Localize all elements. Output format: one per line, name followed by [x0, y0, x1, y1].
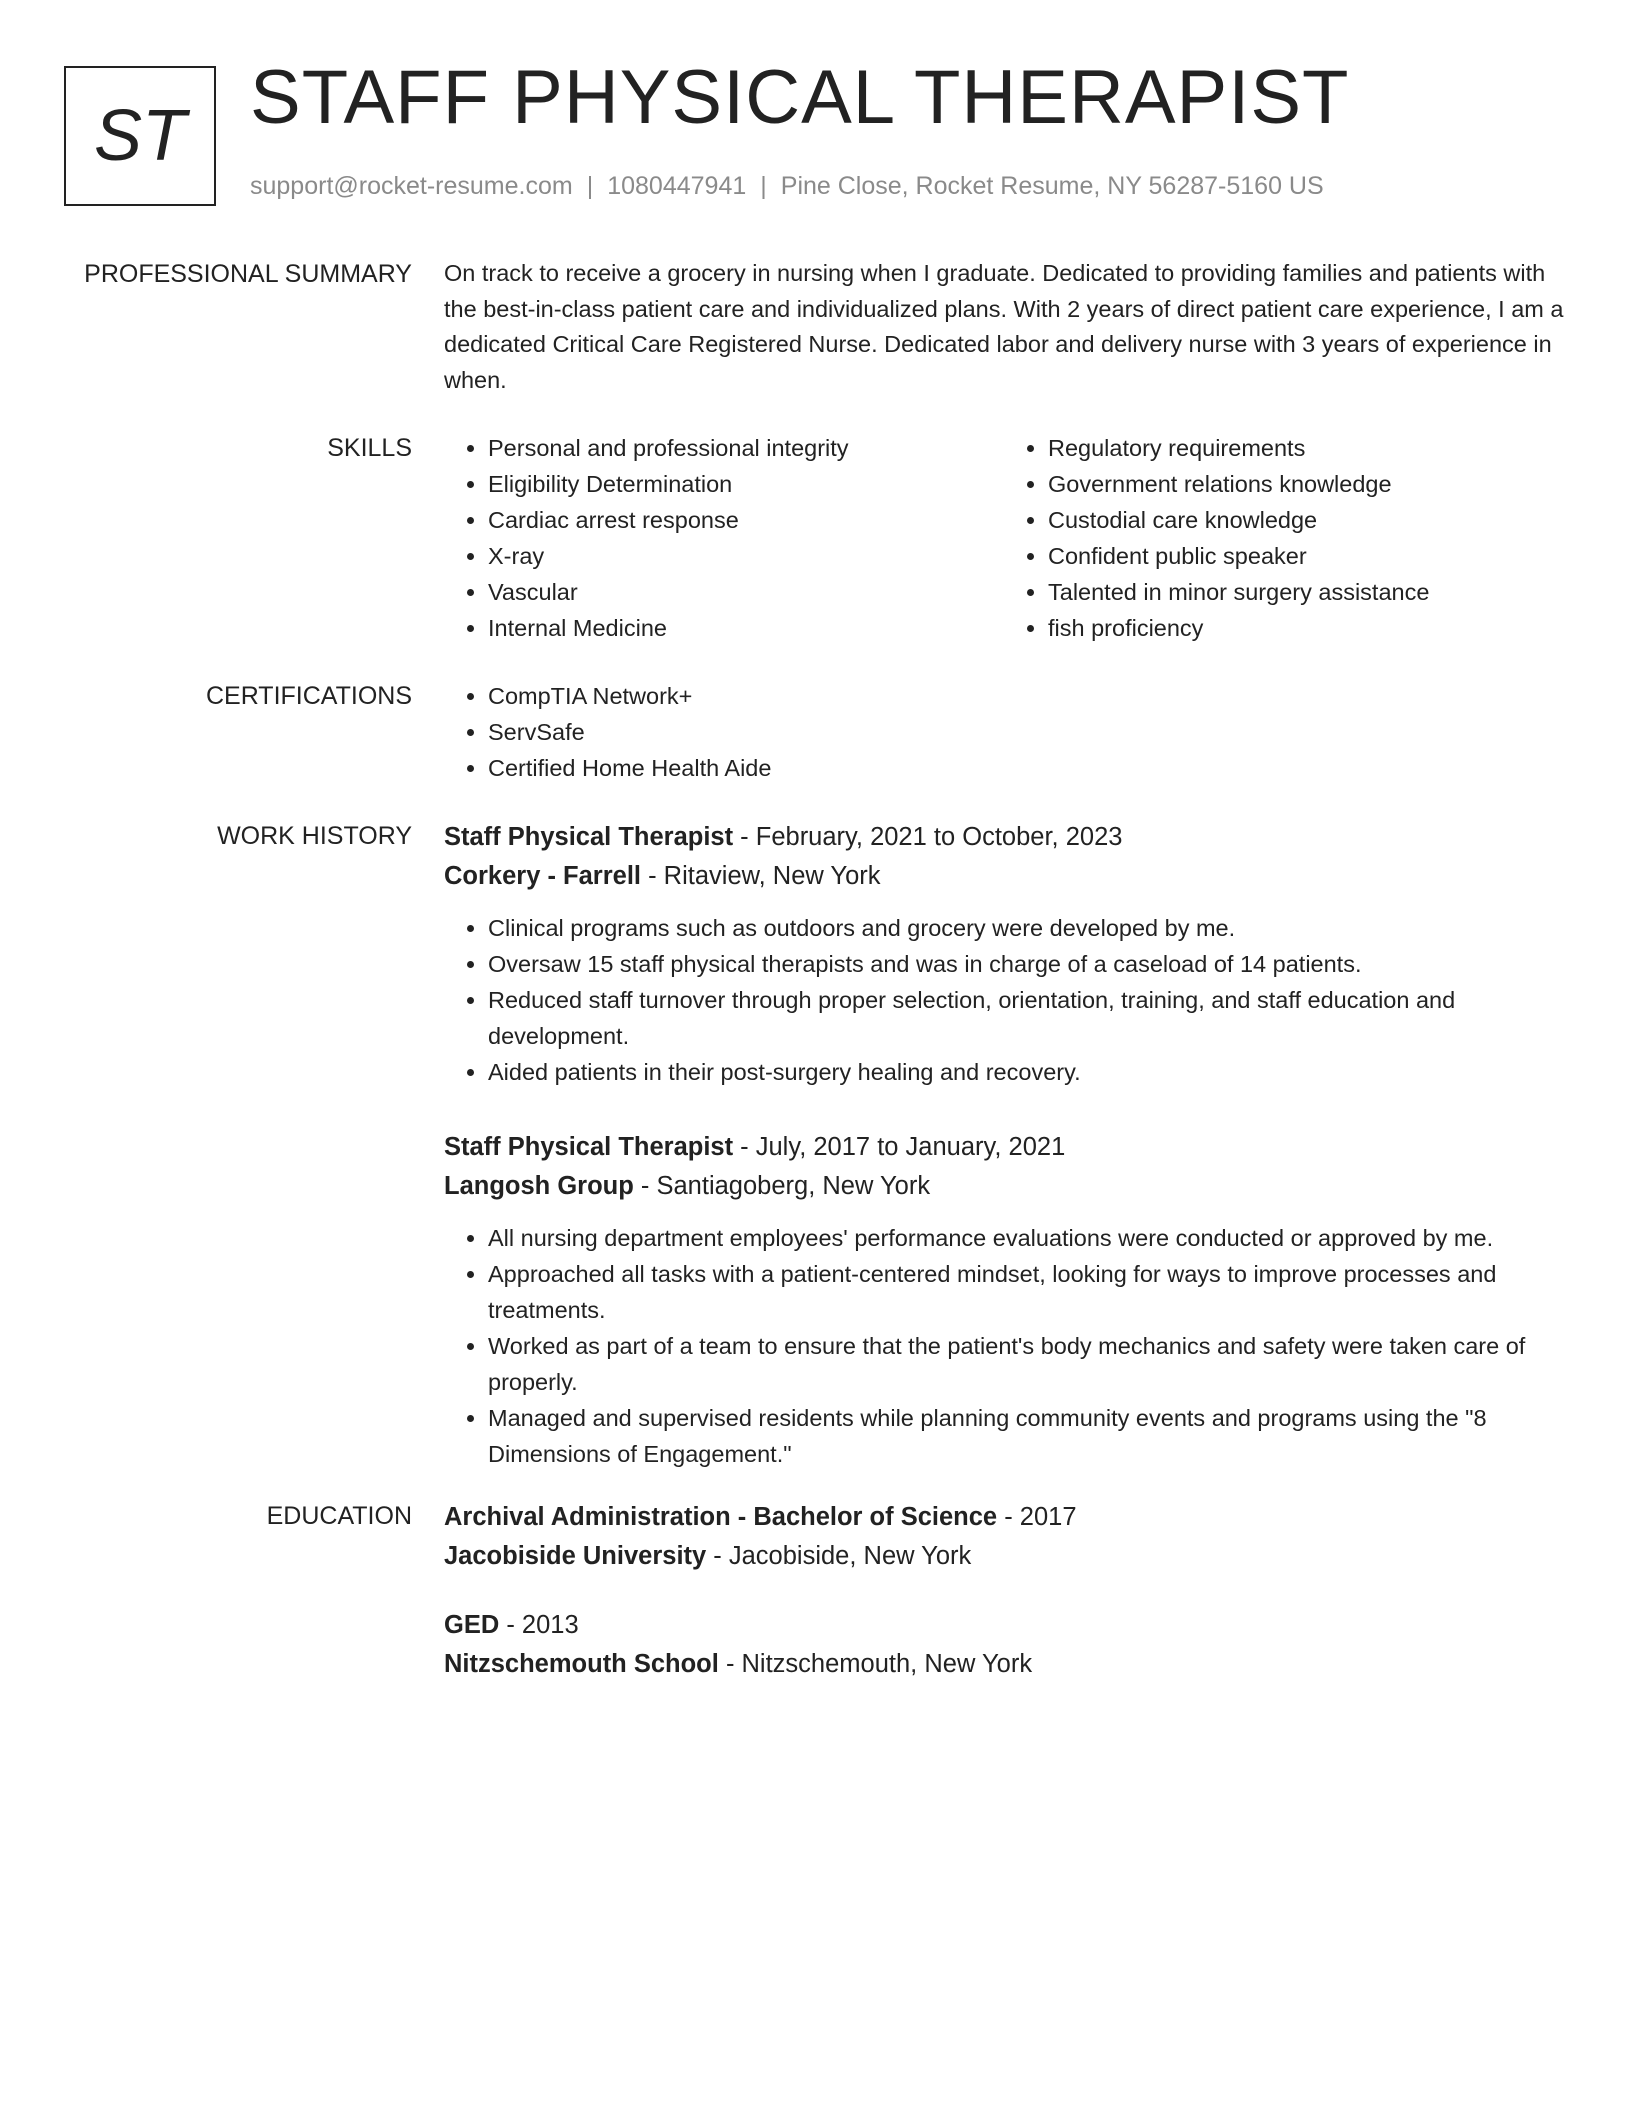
certification-item: • ServSafe [488, 714, 1564, 750]
certification-item: • CompTIA Network+ [488, 678, 1564, 714]
skill-item: • X-ray [488, 538, 1004, 574]
job-bullet: • Clinical programs such as outdoors and grocery were developed by me. [488, 910, 1564, 946]
job-bullet: • Reduced staff turnover through proper selection, orientation, training, and staff education and development. [488, 982, 1564, 1054]
job-bullet: • Oversaw 15 staff physical therapists and was in charge of a caseload of 14 patients. [488, 946, 1564, 982]
summary-text: On track to receive a grocery in nursing when I graduate. Dedicated to providing families and patients with the best-in-class patient care and individualized plans. With 2 years of direct patient care experience, I am a dedicated Critical Care Registered Nurse. Dedicated labor and delivery nurse with 3 years of experience in when. [444, 260, 1564, 393]
job-bullet: • Worked as part of a team to ensure that the patient's body mechanics and safety were taken care of properly. [488, 1328, 1564, 1400]
monogram: ST [64, 66, 216, 206]
job-company: Corkery - Farrell [444, 862, 642, 890]
separator: | [586, 172, 594, 200]
skills-columns [444, 430, 1564, 646]
education-year: - 2013 [499, 1611, 579, 1639]
education-school: Jacobiside University [444, 1542, 707, 1570]
section-label: EDUCATION [266, 1502, 412, 1530]
email[interactable]: support@rocket-resume.com [250, 172, 573, 200]
work-history-content [444, 818, 1564, 1472]
job-bullet: • Aided patients in their post-surgery healing and recovery. [488, 1054, 1564, 1090]
certification-item: • Certified Home Health Aide [488, 750, 1564, 786]
job-title: Staff Physical Therapist [444, 1133, 734, 1161]
education-year: - 2017 [997, 1503, 1077, 1531]
address: Pine Close, Rocket Resume, NY 56287-5160 US [780, 172, 1324, 200]
job-entry [444, 818, 1564, 1090]
job-title-line [444, 1128, 1564, 1167]
education-entry [444, 1498, 1564, 1576]
education-school-line [444, 1537, 1564, 1576]
section-label: SKILLS [327, 434, 412, 462]
education-degree-line [444, 1498, 1564, 1537]
skill-item: • Internal Medicine [488, 610, 1004, 646]
section-label: PROFESSIONAL SUMMARY [84, 260, 412, 288]
section-label: WORK HISTORY [217, 822, 412, 850]
certifications-list [444, 678, 1564, 786]
job-dates: - July, 2017 to January, 2021 [733, 1133, 1066, 1161]
certifications-content [444, 678, 1564, 786]
skill-item: • Talented in minor surgery assistance [1048, 574, 1564, 610]
skill-item: • Cardiac arrest response [488, 502, 1004, 538]
skill-item: • Vascular [488, 574, 1004, 610]
job-location: - Ritaview, New York [641, 862, 881, 890]
education-location: - Nitzschemouth, New York [718, 1650, 1033, 1678]
job-company-line [444, 1167, 1564, 1206]
contact-line [250, 172, 1324, 201]
job-title: Staff Physical Therapist [444, 823, 734, 851]
job-dates: - February, 2021 to October, 2023 [733, 823, 1123, 851]
section-label: CERTIFICATIONS [205, 682, 412, 710]
job-bullet: • Approached all tasks with a patient-centered mindset, looking for ways to improve processes and treatments. [488, 1256, 1564, 1328]
skill-item: • Confident public speaker [1048, 538, 1564, 574]
education-school-line [444, 1645, 1564, 1684]
skill-item: • Personal and professional integrity [488, 430, 1004, 466]
job-company-line [444, 857, 1564, 896]
job-title-line [444, 818, 1564, 857]
skill-item: • Custodial care knowledge [1048, 502, 1564, 538]
skills-list-right [1004, 430, 1564, 646]
education-entry [444, 1606, 1564, 1684]
phone: 1080447941 [607, 172, 747, 200]
job-entry [444, 1128, 1564, 1472]
job-company: Langosh Group [444, 1172, 634, 1200]
job-bullets [444, 1220, 1564, 1472]
skill-item: • Eligibility Determination [488, 466, 1004, 502]
job-location: - Santiagoberg, New York [633, 1172, 931, 1200]
education-degree-line [444, 1606, 1564, 1645]
education-location: - Jacobiside, New York [706, 1542, 972, 1570]
job-bullet: • Managed and supervised residents while planning community events and programs using the "8 Dimensions of Engagement." [488, 1400, 1564, 1472]
skill-item: • Regulatory requirements [1048, 430, 1564, 466]
education-content [444, 1498, 1564, 1684]
job-bullets [444, 910, 1564, 1090]
education-degree: GED [444, 1611, 500, 1639]
education-school: Nitzschemouth School [444, 1650, 719, 1678]
skills-list-left [444, 430, 1004, 646]
education-degree: Archival Administration - Bachelor of Science [444, 1503, 998, 1531]
skill-item: • Government relations knowledge [1048, 466, 1564, 502]
separator: | [760, 172, 767, 200]
skill-item: • fish proficiency [1048, 610, 1564, 646]
candidate-name: STAFF PHYSICAL THERAPIST [250, 55, 1350, 140]
job-bullet: • All nursing department employees' performance evaluations were conducted or approved by me. [488, 1220, 1564, 1256]
